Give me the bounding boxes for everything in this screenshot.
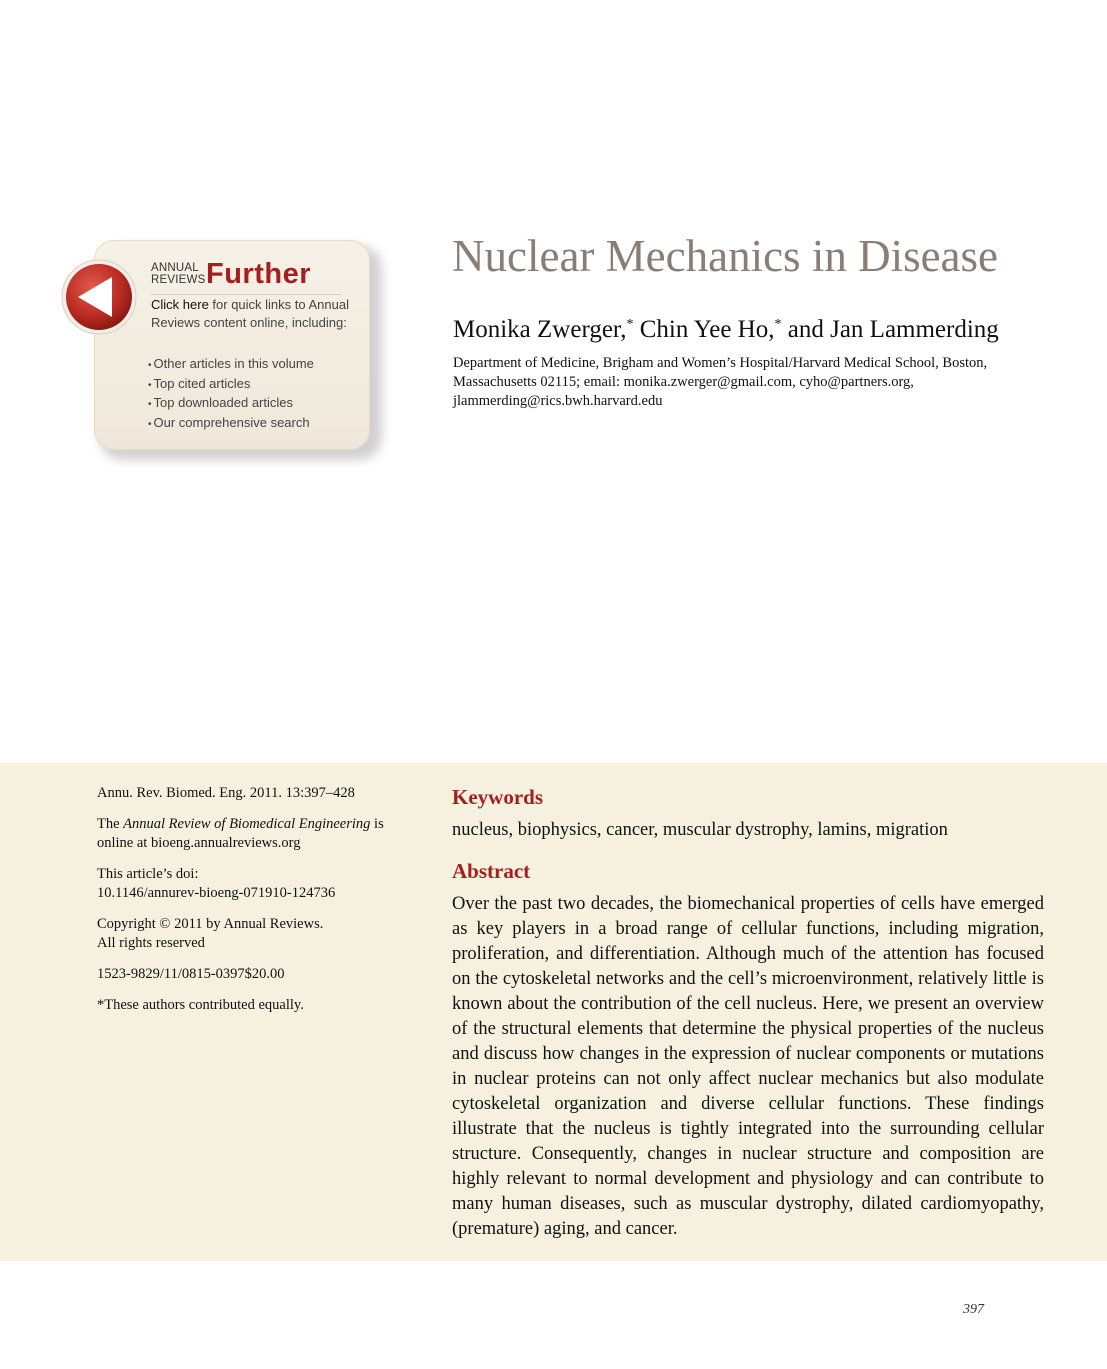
online-availability [97, 815, 397, 853]
page-number: 397 [963, 1302, 984, 1317]
keywords-heading: Keywords [452, 785, 543, 809]
copyright: Copyright © 2011 by Annual Reviews. [97, 916, 324, 932]
citation: Annu. Rev. Biomed. Eng. 2011. 13:397–428 [97, 785, 355, 801]
online-prefix: The [97, 816, 124, 832]
article-metadata [97, 784, 397, 1027]
abstract-heading: Abstract [452, 859, 531, 883]
further-link-item[interactable]: • Other articles in this volume [148, 355, 314, 375]
equal-contribution-footnote: *These authors contributed equally. [97, 997, 304, 1013]
doi-block [97, 865, 397, 903]
doi-value[interactable]: 10.1146/annurev-bioeng-071910-124736 [97, 885, 336, 901]
copyright-block [97, 915, 397, 953]
further-header [151, 260, 341, 295]
author-name: Chin Yee Ho, [633, 316, 775, 343]
further-link-item[interactable]: • Our comprehensive search [148, 414, 314, 434]
keywords-text: nucleus, biophysics, cancer, muscular dystrophy, lamins, migration [452, 820, 948, 840]
further-link-item[interactable]: • Top downloaded articles [148, 394, 314, 414]
back-arrow-icon[interactable] [60, 258, 138, 336]
author-name: Monika Zwerger, [453, 316, 627, 343]
abstract-text: Over the past two decades, the biomechanical properties of cells have emerged as key players in a broad range of cellular functions, including migration, proliferation, and differentiation. Although much of the attention has focused on the cytoskeletal networks and the cell’s microenvironment, relatively little is known about the contribution of the cell nucleus. Here, we present an overview of the structural elements that determine the physical properties of the nucleus and discuss how changes in the expression of nuclear components or mutations in nuclear proteins can not only affect nuclear mechanics but also modulate cytoskeletal organization and diverse cellular functions. These findings illustrate that the nucleus is tightly integrated into the surrounding cellular structure. Consequently, changes in nuclear structure and composition are highly relevant to normal development and physiology and can contribute to many human diseases, such as muscular dystrophy, dilated cardiomyopathy, (premature) aging, and cancer. [452, 894, 1044, 1239]
further-link-list [148, 355, 314, 433]
affiliation: Department of Medicine, Brigham and Women’s Hospital/Harvard Medical School, Boston, Massachusetts 02115; email: monika.zwerger@gmail.com, cyho@partners.org, jlammerding@rics.bwh.harvard.edu [453, 355, 988, 409]
doi-label: This article’s doi: [97, 866, 199, 882]
author-name: and Jan Lammerding [781, 316, 999, 343]
annual-reviews-label: ANNUAL REVIEWS [151, 262, 206, 286]
further-link-item[interactable]: • Top cited articles [148, 375, 314, 395]
online-suffix: is online at bioeng.annualreviews.org [97, 816, 384, 851]
journal-name: Annual Review of Biomedical Engineering [123, 816, 371, 832]
click-here-link[interactable]: Click here [151, 297, 209, 312]
equal-contribution-mark: * [774, 317, 782, 332]
equal-contribution-mark: * [626, 317, 634, 332]
article-title: Nuclear Mechanics in Disease [452, 231, 999, 281]
further-label: Further [206, 258, 311, 290]
issn: 1523-9829/11/0815-0397$20.00 [97, 966, 285, 982]
further-intro-text: for quick links to Annual Reviews content online, including: [151, 297, 349, 330]
rights: All rights reserved [97, 935, 205, 951]
further-intro [151, 296, 356, 331]
author-list [453, 309, 999, 346]
